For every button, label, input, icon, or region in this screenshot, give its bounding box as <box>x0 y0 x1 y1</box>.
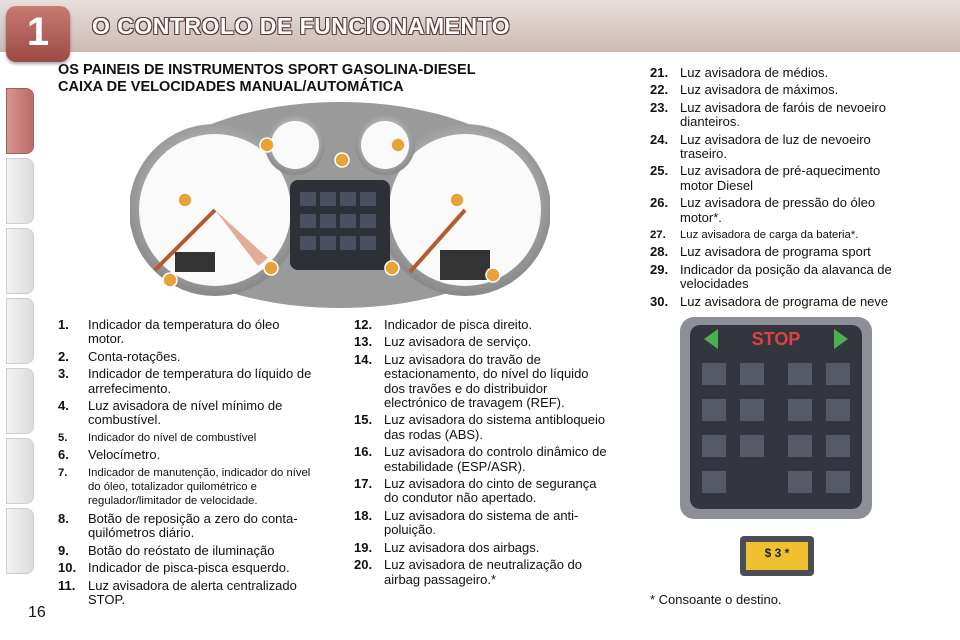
legend-item-text: Botão de reposição a zero do conta-quilómetros diário. <box>88 510 298 541</box>
tab-chapter-4[interactable] <box>6 298 34 364</box>
legend-item-text: Indicador da temperatura do óleo motor. <box>88 317 280 347</box>
tab-chapter-1[interactable] <box>6 88 34 154</box>
legend-item-number: 9. <box>58 542 69 558</box>
legend-item-text: Luz avisadora de pressão do óleo motor*. <box>680 195 876 225</box>
legend-item-number: 17. <box>354 476 373 492</box>
legend-item-text: Indicador de pisca direito. <box>384 317 533 332</box>
legend-item <box>354 335 612 349</box>
legend-item-number: 18. <box>354 507 373 523</box>
legend-item-number: 1. <box>58 317 69 332</box>
legend-item-number: 8. <box>58 510 69 526</box>
legend-item <box>58 350 316 364</box>
stop-label: STOP <box>751 329 801 349</box>
legend-item-number: 6. <box>58 447 69 463</box>
legend-item-text: Luz avisadora do cinto de segurança do condutor não apertado. <box>384 476 597 506</box>
gear-display: $ 3 * <box>764 546 790 560</box>
legend-item-number: 7. <box>58 466 68 479</box>
legend-item <box>58 512 316 541</box>
legend-item-number: 23. <box>650 99 669 115</box>
legend-item <box>354 509 612 538</box>
chapter-badge <box>6 6 70 62</box>
legend-item-number: 2. <box>58 348 69 364</box>
footnote: * Consoante o destino. <box>650 592 782 607</box>
legend-column-1 <box>58 318 316 610</box>
legend-item-number: 10. <box>58 560 77 576</box>
legend-item-number: 22. <box>650 82 669 98</box>
legend-item <box>650 101 910 130</box>
legend-item <box>650 196 910 225</box>
legend-item-text: Luz avisadora de alerta centralizado STOP. <box>88 577 297 607</box>
legend-item-text: Luz avisadora de faróis de nevoeiro dianteiros. <box>680 99 886 130</box>
legend-item-number: 11. <box>58 577 76 593</box>
legend-item-text: Botão do reóstato de iluminação <box>88 542 275 558</box>
legend-column-2 <box>354 318 612 590</box>
legend-item <box>650 245 910 259</box>
legend-item <box>650 228 910 242</box>
legend-item <box>58 431 316 445</box>
legend-item <box>58 448 316 462</box>
legend-item-number: 26. <box>650 195 669 211</box>
legend-item-text: Luz avisadora do travão de estacionamento, do nível do líquido dos travões e do distribuidor electrónico de travagem (REF). <box>384 351 589 411</box>
legend-item <box>650 164 910 193</box>
legend-item-number: 30. <box>650 293 669 309</box>
legend-item <box>354 318 612 332</box>
legend-item-text: Luz avisadora de neutralização do airbag passageiro.* <box>384 557 583 587</box>
chapter-tabs <box>0 66 34 576</box>
legend-item-number: 16. <box>354 444 373 460</box>
legend-item-number: 19. <box>354 539 373 555</box>
legend-item-text: Luz avisadora de carga da bateria*. <box>680 229 859 242</box>
legend-item-number: 28. <box>650 244 669 260</box>
legend-item <box>58 561 316 575</box>
legend-item-text: Indicador do nível de combustível <box>88 431 257 444</box>
chapter-number: 1 <box>26 10 50 54</box>
legend-item-text: Luz avisadora de máximos. <box>680 82 839 98</box>
legend-item <box>354 541 612 555</box>
legend-item <box>650 295 910 309</box>
legend-item-text: Luz avisadora de luz de nevoeiro traseiro. <box>680 131 871 162</box>
legend-item-text: Luz avisadora dos airbags. <box>384 539 540 555</box>
legend-item <box>650 263 910 292</box>
legend-item-number: 4. <box>58 398 69 414</box>
legend-item <box>58 466 316 509</box>
tab-chapter-7[interactable] <box>6 508 34 574</box>
instrument-cluster-illustration <box>130 100 550 310</box>
legend-column-3 <box>650 66 910 312</box>
legend-item <box>58 318 316 347</box>
legend-item-text: Luz avisadora do sistema antibloqueio das rodas (ABS). <box>384 412 606 442</box>
tab-chapter-5[interactable] <box>6 368 34 434</box>
warning-lights-panel-illustration <box>676 313 876 523</box>
legend-item-text: Luz avisadora de médios. <box>680 65 829 80</box>
legend-item <box>58 544 316 558</box>
legend-item-text: Luz avisadora do controlo dinâmico de estabilidade (ESP/ASR). <box>384 444 607 474</box>
tab-chapter-2[interactable] <box>6 158 34 224</box>
legend-item-number: 27. <box>650 229 666 242</box>
legend-item-number: 21. <box>650 65 669 80</box>
legend-item-text: Indicador da posição da alavanca de velocidades <box>680 261 892 292</box>
legend-item-number: 20. <box>354 557 373 573</box>
legend-item <box>650 83 910 97</box>
legend-item-text: Luz avisadora de serviço. <box>384 334 532 350</box>
tab-chapter-6[interactable] <box>6 438 34 504</box>
legend-item-text: Luz avisadora do sistema de anti-poluição. <box>384 507 579 538</box>
legend-item <box>58 367 316 396</box>
legend-item-number: 3. <box>58 366 69 382</box>
legend-item <box>650 133 910 162</box>
tab-chapter-3[interactable] <box>6 228 34 294</box>
legend-item-number: 29. <box>650 261 669 277</box>
legend-item-text: Conta-rotações. <box>88 348 181 364</box>
legend-item-text: Luz avisadora de nível mínimo de combustível. <box>88 398 283 428</box>
page-title: O CONTROLO DE FUNCIONAMENTO <box>92 13 511 39</box>
legend-item-number: 5. <box>58 431 68 444</box>
legend-item <box>354 413 612 442</box>
legend-item-number: 13. <box>354 334 373 350</box>
legend-item <box>58 579 316 608</box>
page-header <box>0 0 960 52</box>
legend-item-text: Luz avisadora de programa de neve <box>680 293 889 309</box>
legend-item-number: 25. <box>650 163 669 179</box>
legend-item-text: Luz avisadora de pré-aquecimento motor Diesel <box>680 163 881 193</box>
legend-item <box>354 353 612 411</box>
legend-item-text: Velocímetro. <box>88 447 161 463</box>
legend-item <box>650 66 910 80</box>
legend-item <box>58 399 316 428</box>
legend-item-text: Indicador de pisca-pisca esquerdo. <box>88 560 290 576</box>
legend-item <box>354 558 612 587</box>
page-number: 16 <box>28 604 46 621</box>
legend-item-text: Luz avisadora de programa sport <box>680 244 871 260</box>
legend-item <box>354 445 612 474</box>
legend-item-text: Indicador de manutenção, indicador do nível do óleo, totalizador quilométrico e regulador/limitador de velocidade. <box>88 466 311 508</box>
gearbox-display-illustration <box>738 530 816 578</box>
legend-item-text: Indicador de temperatura do líquido de arrefecimento. <box>88 366 312 396</box>
legend-item-number: 12. <box>354 317 373 332</box>
section-subtitle: OS PAINEIS DE INSTRUMENTOS SPORT GASOLINA-DIESEL CAIXA DE VELOCIDADES MANUAL/AUTOMÁTICA <box>58 62 476 95</box>
legend-item <box>354 477 612 506</box>
legend-item-number: 15. <box>354 412 373 428</box>
legend-item-number: 24. <box>650 131 669 147</box>
legend-item-number: 14. <box>354 351 373 367</box>
